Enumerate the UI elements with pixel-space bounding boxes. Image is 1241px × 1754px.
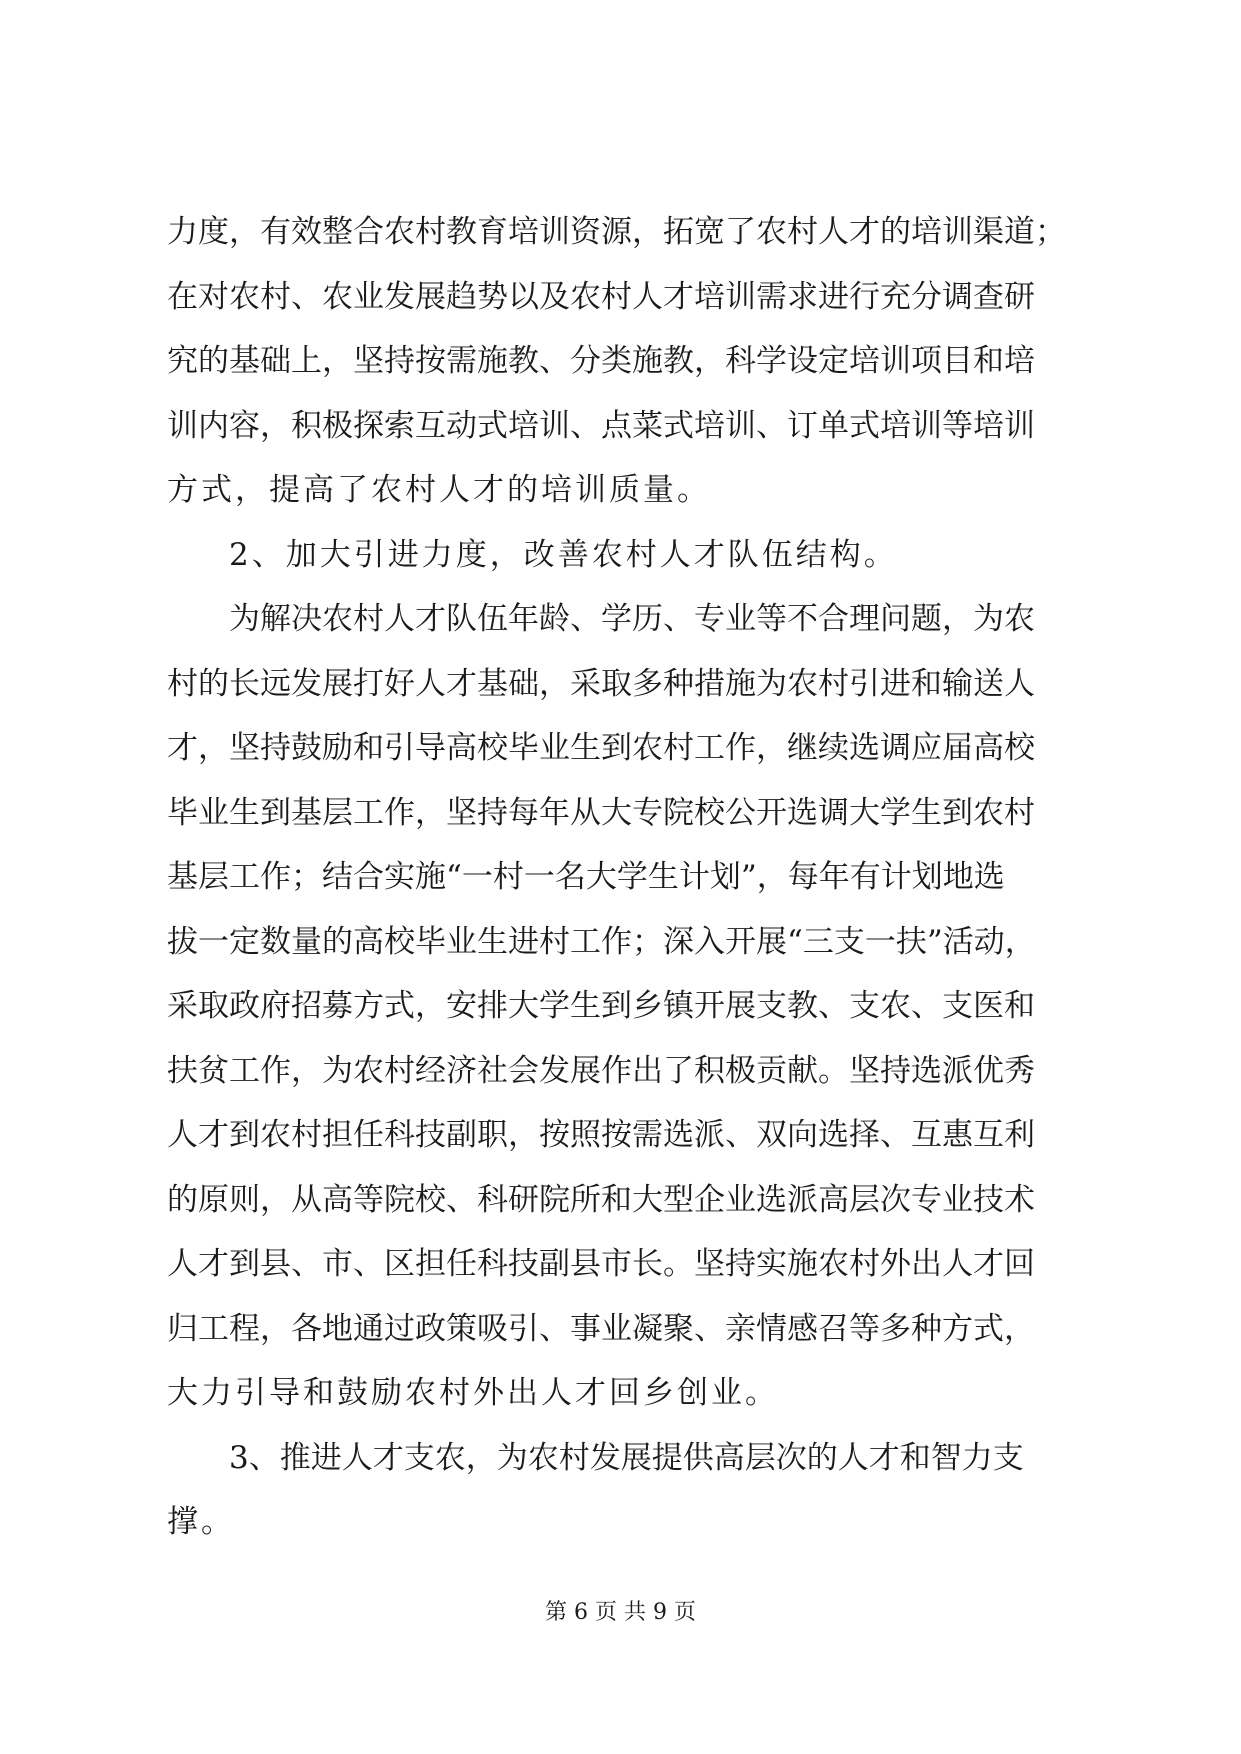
text-line: 人才到农村担任科技副职，按照按需选派、双向选择、互惠互利 xyxy=(167,1117,1035,1153)
document-body xyxy=(167,200,1082,1555)
text-line: 村的长远发展打好人才基础，采取多种措施为农村引进和输送人 xyxy=(167,665,1035,702)
text-line: 力度，有效整合农村教育培训资源，拓宽了农村人才的培训渠道； xyxy=(167,214,1066,250)
text-line: 2、加大引进力度，改善农村人才队伍结构。 xyxy=(229,536,898,573)
page-number-footer: 第 6 页 共 9 页 xyxy=(545,1600,696,1625)
text-line: 毕业生到基层工作，坚持每年从大专院校公开选调大学生到农村 xyxy=(167,794,1035,831)
text-line: 训内容，积极探索互动式培训、点菜式培训、订单式培训等培训 xyxy=(167,407,1035,444)
text-line: 大力引导和鼓励农村外出人才回乡创业。 xyxy=(167,1375,779,1411)
text-line: 方式，提高了农村人才的培训质量。 xyxy=(167,472,711,508)
text-line: 的原则，从高等院校、科研院所和大型企业选派高层次专业技术 xyxy=(167,1181,1035,1218)
text-line: 撑。 xyxy=(167,1504,235,1540)
text-line: 3、推进人才支农，为农村发展提供高层次的人才和智力支 xyxy=(229,1439,1024,1476)
text-line: 为解决农村人才队伍年龄、学历、专业等不合理问题，为农 xyxy=(229,601,1035,637)
text-line: 究的基础上，坚持按需施教、分类施教，科学设定培训项目和培 xyxy=(167,343,1035,379)
text-line: 在对农村、农业发展趋势以及农村人才培训需求进行充分调查研 xyxy=(167,278,1035,315)
text-line: 扶贫工作，为农村经济社会发展作出了积极贡献。坚持选派优秀 xyxy=(167,1052,1035,1089)
text-line: 人才到县、市、区担任科技副县市长。坚持实施农村外出人才回 xyxy=(167,1246,1035,1282)
text-line: 采取政府招募方式，安排大学生到乡镇开展支教、支农、支医和 xyxy=(167,988,1035,1024)
text-line: 才，坚持鼓励和引导高校毕业生到农村工作，继续选调应届高校 xyxy=(167,730,1035,766)
text-line: 归工程，各地通过政策吸引、事业凝聚、亲情感召等多种方式， xyxy=(167,1310,1035,1347)
text-line: 拔一定数量的高校毕业生进村工作；深入开展“三支一扶”活动， xyxy=(167,923,1036,960)
text-line: 基层工作；结合实施“一村一名大学生计划”，每年有计划地选 xyxy=(167,859,1005,895)
